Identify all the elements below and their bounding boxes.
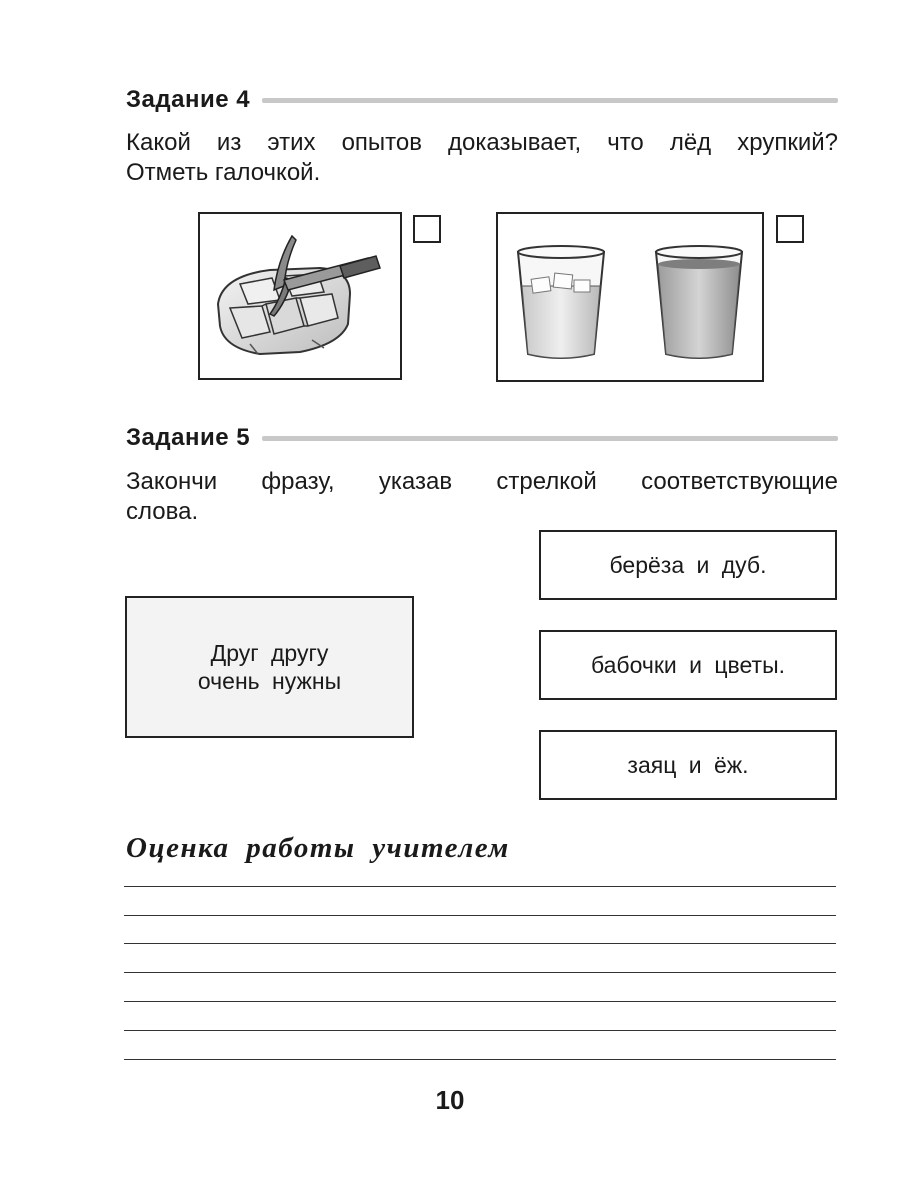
answer-box-2[interactable]: бабочки и цветы.: [539, 630, 837, 700]
writing-line[interactable]: [124, 972, 836, 973]
writing-line[interactable]: [124, 915, 836, 916]
task-5-instruction-line2: слова.: [126, 498, 199, 525]
task-5-header: [126, 424, 838, 452]
glasses-of-water-icon: [498, 214, 762, 380]
task-4-question-line2: Отметь галочкой.: [126, 159, 321, 186]
task-4-header: [126, 86, 838, 114]
task-4-divider: [262, 98, 838, 103]
writing-line[interactable]: [124, 1030, 836, 1031]
grading-title: Оценка работы учителем: [126, 832, 510, 864]
task-4-question-line1: Какой из этих опытов доказывает, что лёд хрупкий?: [126, 129, 838, 156]
task-4-title: Задание 4: [126, 86, 251, 113]
phrase-line1: Друг другу: [210, 640, 329, 666]
writing-line[interactable]: [124, 943, 836, 944]
phrase-box[interactable]: [125, 596, 414, 738]
writing-line[interactable]: [124, 1059, 836, 1060]
task-5-instruction-line1: Закончи фразу, указав стрелкой соответствующие: [126, 468, 838, 495]
glasses-illustration: [496, 212, 764, 382]
ice-pickaxe-illustration: [198, 212, 402, 380]
option-2-checkbox[interactable]: [776, 215, 804, 243]
phrase-line2: очень нужны: [197, 668, 342, 694]
answer-box-3[interactable]: заяц и ёж.: [539, 730, 837, 800]
ice-pickaxe-icon: [200, 214, 400, 378]
page-number: 10: [435, 1085, 465, 1115]
writing-line[interactable]: [124, 1001, 836, 1002]
option-1-checkbox[interactable]: [413, 215, 441, 243]
answer-box-1[interactable]: берёза и дуб.: [539, 530, 837, 600]
task-5-divider: [262, 436, 838, 441]
task-5-title: Задание 5: [126, 424, 251, 451]
writing-line[interactable]: [124, 886, 836, 887]
